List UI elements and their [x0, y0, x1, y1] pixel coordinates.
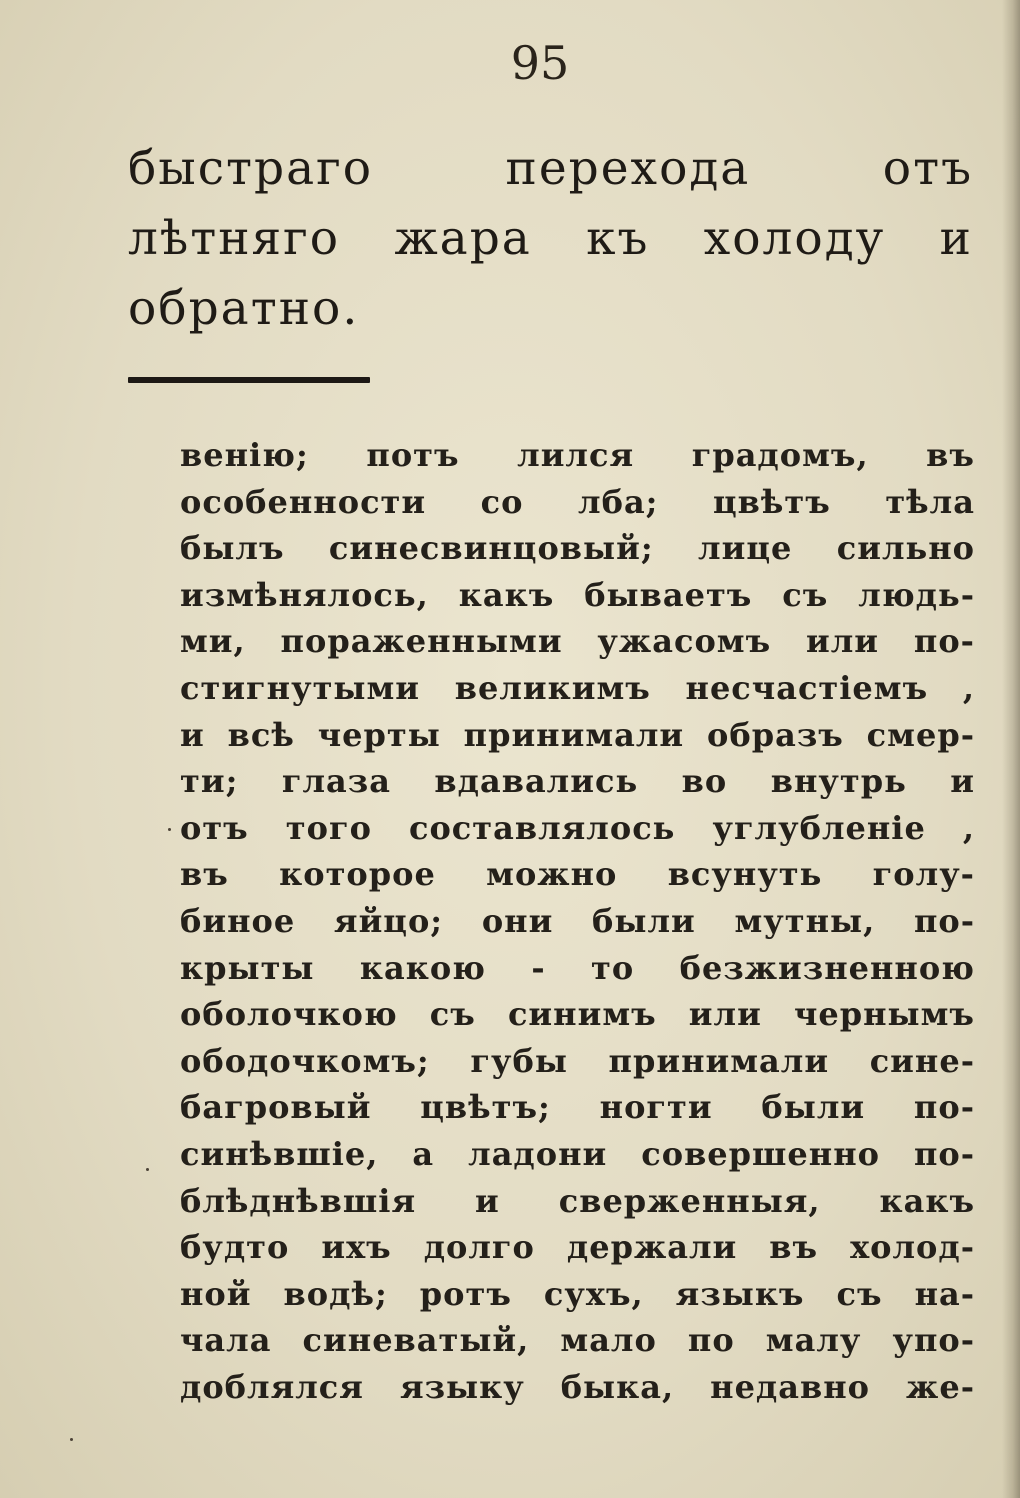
word: багровый [180, 1088, 372, 1127]
word: принимали [608, 1041, 830, 1080]
word: по [687, 1321, 735, 1360]
word: всунуть [667, 855, 823, 894]
word: или [806, 622, 880, 661]
text-line [180, 991, 975, 1038]
word: чала [180, 1321, 272, 1360]
word: ободочкомъ; [180, 1041, 430, 1080]
word: языкъ [675, 1274, 805, 1313]
text-line [180, 1038, 975, 1085]
text-line [180, 1271, 975, 1318]
word: были [592, 901, 696, 940]
text-line [180, 898, 975, 945]
word: въ [180, 855, 229, 894]
word: синеватый, [302, 1321, 530, 1360]
word: смер- [866, 715, 975, 754]
text-line [128, 204, 973, 274]
word: или [688, 995, 762, 1034]
word: сине- [869, 1041, 975, 1080]
word: того [285, 808, 372, 847]
word: держали [566, 1228, 738, 1267]
text-line [180, 525, 975, 572]
word: блѣднѣвшія [180, 1181, 417, 1220]
word: по- [913, 1134, 975, 1173]
word: бываетъ [584, 575, 753, 614]
word: они [481, 901, 554, 940]
word: и [950, 762, 975, 801]
word: голу- [872, 855, 975, 894]
text-line [180, 1178, 975, 1225]
word: синѣвшіе, [180, 1134, 379, 1173]
word: , [962, 808, 975, 847]
word: малу [765, 1321, 862, 1360]
word: цвѣтъ [713, 482, 831, 521]
word: ротъ [419, 1274, 512, 1313]
word: мутны, [734, 901, 876, 940]
word: водѣ; [283, 1274, 388, 1313]
word: биное [180, 901, 296, 940]
word: ти; [180, 762, 239, 801]
text-line [180, 1224, 975, 1271]
word: ужасомъ [597, 622, 772, 661]
closing-paragraph [128, 134, 973, 344]
word: перехода [505, 141, 751, 196]
word: лился [517, 436, 635, 474]
word: съ [836, 1274, 883, 1313]
word: то [591, 948, 635, 987]
word: быка, [560, 1367, 675, 1406]
word: мало [560, 1321, 657, 1360]
word: ногти [599, 1088, 713, 1127]
word: потъ [366, 436, 460, 474]
word: доблялся [180, 1367, 364, 1406]
paper-speck [168, 828, 171, 831]
word: всѣ [227, 715, 295, 754]
word: сильно [836, 529, 975, 568]
word: лице [698, 529, 793, 568]
text-line [180, 1364, 975, 1411]
word: - [531, 948, 546, 987]
word: и [939, 211, 973, 266]
word: со [480, 482, 524, 521]
word: же- [906, 1367, 975, 1406]
text-line [180, 1131, 975, 1178]
word: венію; [180, 436, 309, 474]
word: отъ [180, 808, 249, 847]
word: упо- [892, 1321, 975, 1360]
word: цвѣтъ; [420, 1088, 551, 1127]
word: холод- [850, 1228, 975, 1267]
word: , [962, 668, 975, 707]
text-line [180, 805, 975, 852]
word: по- [913, 901, 975, 940]
text-line [128, 134, 973, 204]
word: крыты [180, 948, 315, 987]
text-line [180, 618, 975, 665]
word: и [475, 1181, 500, 1220]
text-line [180, 851, 975, 898]
word: ми, [180, 622, 246, 661]
word: были [761, 1088, 866, 1127]
word: отъ [882, 141, 973, 196]
word: въ [926, 436, 975, 474]
word: несчастіемъ [685, 668, 929, 707]
word: измѣнялось, [180, 575, 429, 614]
word: въ [769, 1228, 819, 1267]
word: ладони [468, 1134, 608, 1173]
word: стигнутыми [180, 668, 420, 707]
word: яйцо; [333, 901, 444, 940]
word: можно [486, 855, 618, 894]
text-line [180, 712, 975, 759]
word: черты [317, 715, 441, 754]
word: жара [394, 211, 532, 266]
text-line [180, 432, 975, 479]
word: холоду [703, 211, 886, 266]
word: сухъ, [543, 1274, 644, 1313]
text-line [128, 274, 973, 344]
word: принимали [463, 715, 685, 754]
text-line [180, 665, 975, 712]
word: губы [470, 1041, 568, 1080]
word: вдавались [434, 762, 639, 801]
word: съ [782, 575, 829, 614]
page-edge-shadow [1002, 0, 1020, 1498]
page-number: 95 [510, 36, 570, 90]
word: особенности [180, 482, 427, 521]
word: лба; [578, 482, 659, 521]
word: и [180, 715, 205, 754]
word: какъ [879, 1181, 975, 1220]
word: былъ [180, 529, 285, 568]
word: на- [914, 1274, 975, 1313]
word: языку [399, 1367, 525, 1406]
text-line [180, 758, 975, 805]
word: съ [429, 995, 476, 1034]
text-line [180, 572, 975, 619]
word: быстраго [128, 141, 374, 196]
word: какъ [458, 575, 555, 614]
word: ихъ [321, 1228, 392, 1267]
word: по- [913, 1088, 975, 1127]
paper-speck [70, 1438, 73, 1441]
word: внутрь [770, 762, 907, 801]
word: недавно [710, 1367, 870, 1406]
word: какою [359, 948, 486, 987]
word: во [681, 762, 728, 801]
word: лѣтняго [128, 211, 341, 266]
word: углубленіе [712, 808, 926, 847]
section-divider [128, 377, 370, 383]
word: совершенно [641, 1134, 880, 1173]
word: великимъ [454, 668, 651, 707]
word: чернымъ [793, 995, 975, 1034]
paper-speck [146, 1168, 149, 1171]
word: составлялось [408, 808, 676, 847]
word: которое [279, 855, 436, 894]
word: долго [423, 1228, 535, 1267]
text-line [180, 945, 975, 992]
footnote-text [180, 432, 975, 1410]
text-line [180, 1317, 975, 1364]
word: по- [913, 622, 975, 661]
word: синесвинцовый; [328, 529, 654, 568]
word: людь- [858, 575, 975, 614]
word: тѣла [885, 482, 975, 521]
word: ной [180, 1274, 252, 1313]
word: а [412, 1134, 435, 1173]
word: обратно. [128, 281, 360, 336]
word: безжизненною [679, 948, 975, 987]
word: синимъ [507, 995, 657, 1034]
word: пораженными [280, 622, 563, 661]
word: образъ [707, 715, 844, 754]
text-line [180, 479, 975, 526]
word: къ [586, 211, 650, 266]
word: оболочкою [180, 995, 398, 1034]
word: глаза [281, 762, 391, 801]
word: будто [180, 1228, 290, 1267]
word: сверженныя, [558, 1181, 821, 1220]
text-line [180, 1084, 975, 1131]
word: градомъ, [691, 436, 869, 474]
